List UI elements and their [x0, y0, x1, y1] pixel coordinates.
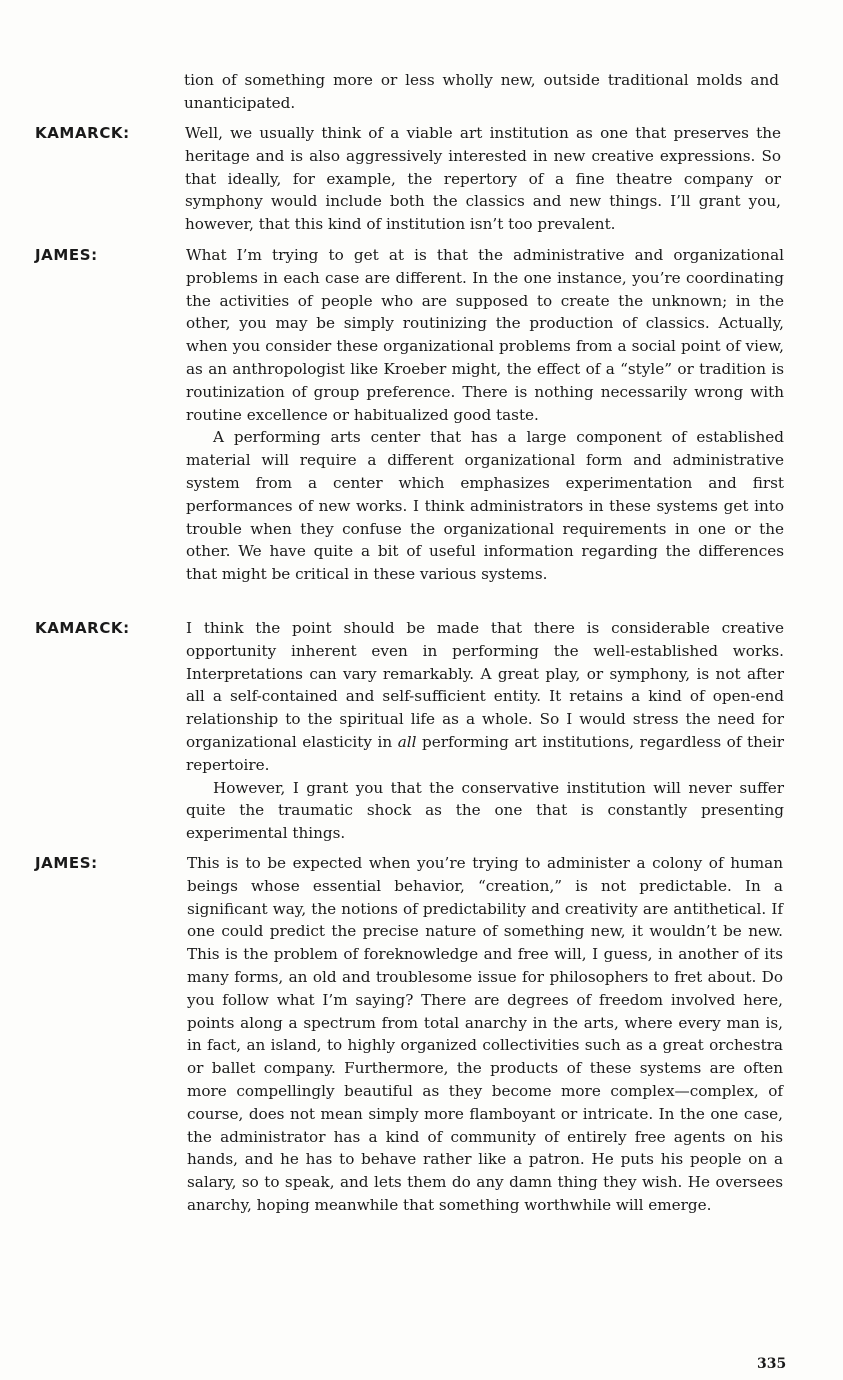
paragraph-text: performing art institutions, regardless of their repertoire. — [186, 732, 785, 774]
speaker-name: KAMARCK: — [35, 124, 130, 142]
dialogue-paragraph: What I’m trying to get at is that the administrative and organizational problems in each case are different. In the one instance, you’re coordinating the activities of people who are supposed to create the unknown; in the other, you may be simply routinizing the production of classics. Actually, when you consider these organizational problems from a social point of view, as an anthropologist like Kroeber might, the effect of a “style” or tradition is routinization of group preference. There is nothing necessarily wrong with routine excellence or habitualized good taste. — [186, 246, 784, 424]
dialogue-paragraph: A performing arts center that has a large component of established material will require a different organizational form and administrative system from a center which emphasizes experimentation and first performances of new works. I think administrators in these systems get into trouble when they confuse the organizational requirements in one or the other. We have quite a bit of useful information regarding the differences that might be critical in these various systems. — [186, 428, 784, 584]
paragraph-text: I think the point should be made that there is considerable creative opportunity inherent even in performing the well-established works. Interpretations can vary remarkably. A great play, or symphony, is not after all a self-contained and self-sufficient entity. It retains a kind of open-end relationship to the spiritual life as a whole. So I would stress the need for organizational elasticity in — [186, 619, 784, 751]
dialogue-paragraph: Well, we usually think of a viable art institution as one that preserves the heritage and is also aggressively interested in new creative expressions. So that ideally, for example, the repertory of a fine theatre company or symphony would include both the classics and new things. I’ll grant you, however, that this kind of institution isn’t too prevalent. — [185, 124, 781, 234]
speaker-name: JAMES: — [35, 854, 98, 872]
page-number: 335 — [757, 1356, 787, 1372]
dialogue-paragraph — [186, 617, 784, 777]
speaker-name: KAMARCK: — [35, 619, 130, 637]
dialogue-paragraph: However, I grant you that the conservative institution will never suffer quite the traumatic shock as the one that is constantly presenting experimental things. — [186, 778, 784, 843]
continuation-paragraph: tion of something more or less wholly new, outside traditional molds and unanticipated. — [184, 71, 779, 112]
dialogue-paragraph: This is to be expected when you’re trying to administer a colony of human beings whose essential behavior, “creation,” is not predictable. In a significant way, the notions of predictability and creativity are antithetical. If one could predict the precise nature of something new, it wouldn’t be new. This is the problem of foreknowledge and free will, I guess, in another of its many forms, an old and troublesome issue for philosophers to fret about. Do you follow what I’m saying? There are degrees of freedom involved here, points along a spectrum from total anarchy in the arts, where every man is, in fact, an island, to highly organized collectivities such as a great orchestra or ballet company. Furthermore, the products of these systems are often more compellingly beautiful as they become more complex—complex, of course, does not mean simply more flamboyant or intricate. In the one case, the administrator has a kind of community of entirely free agents on his hands, and he has to behave rather like a patron. He puts his people on a salary, so to speak, and lets them do any damn thing they wish. He oversees anarchy, hoping meanwhile that something worthwhile will emerge. — [187, 854, 783, 1214]
speaker-name: JAMES: — [35, 246, 98, 264]
emphasized-word: all — [397, 732, 417, 751]
